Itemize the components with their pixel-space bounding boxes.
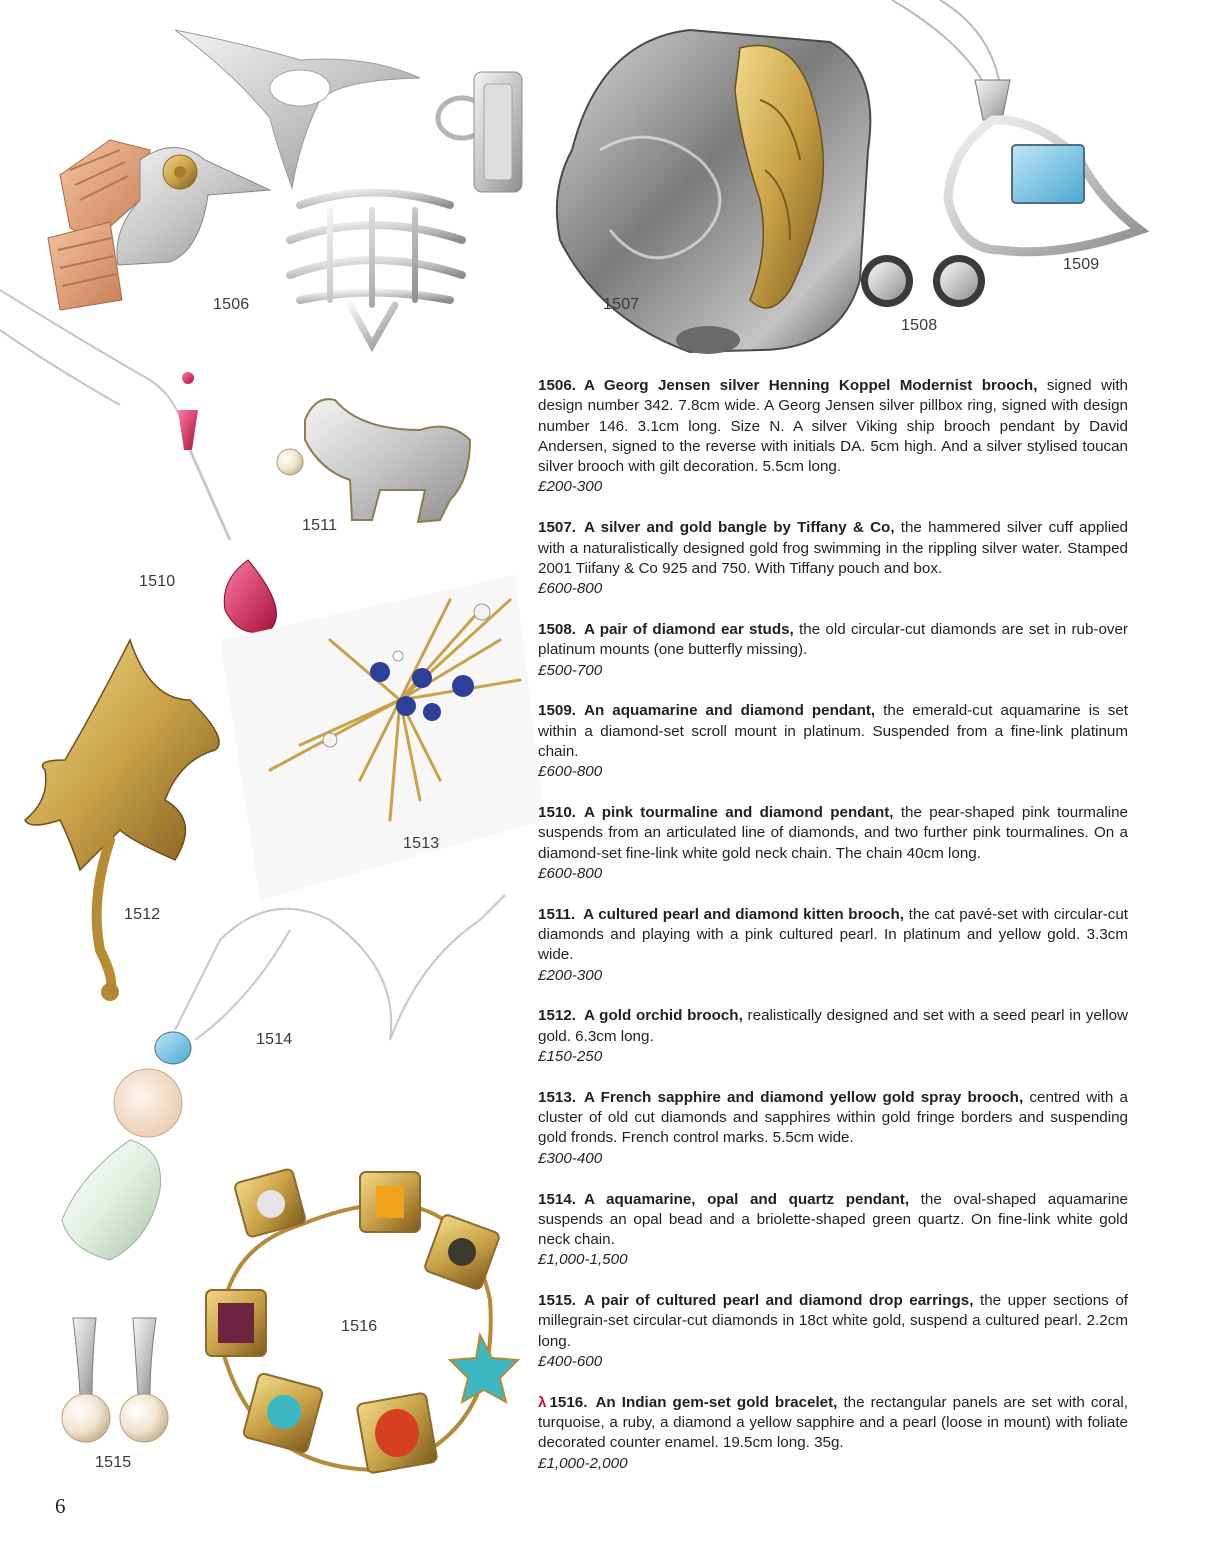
lot-1506 bbox=[538, 376, 1128, 498]
lot-estimate: £150-250 bbox=[538, 1048, 603, 1066]
lot-description: signed with design number 342. 7.8cm wide. A Georg Jensen silver pillbox ring, signed with design number 146. 3.1cm long. Size N. A silver Viking ship brooch pendant by David Andersen, signed to the reverse with initials DA. 5cm high. And a silver stylised toucan silver brooch with gilt decoration. 5.5cm long. bbox=[538, 377, 1129, 476]
viking-ship-pendant-photo bbox=[290, 160, 462, 345]
lot-description: the oval-shaped aquamarine suspends an opal bead and a briolette-shaped green quartz. On fine-link white gold neck chain. bbox=[538, 1190, 1128, 1249]
lot-title: A pink tourmaline and diamond pendant, bbox=[584, 804, 894, 822]
lot-1507 bbox=[538, 518, 1128, 599]
lot-title: A cultured pearl and diamond kitten brooch, bbox=[583, 905, 904, 923]
lot-number: 1511. bbox=[538, 905, 576, 923]
aquamarine-pendant-photo bbox=[892, 0, 1140, 252]
lot-title: A gold orchid brooch, bbox=[584, 1007, 743, 1025]
lot-1511 bbox=[538, 905, 1128, 986]
lot-description: centred with a cluster of old cut diamonds and sapphires within gold fringe borders and suspending gold fronds. French control marks. 5.5cm wide. bbox=[538, 1088, 1128, 1147]
lot-title: A aquamarine, opal and quartz pendant, bbox=[584, 1190, 910, 1208]
photo-label-1511: 1511 bbox=[302, 517, 338, 534]
lot-title: A French sapphire and diamond yellow gold spray brooch, bbox=[584, 1088, 1024, 1106]
lot-1514 bbox=[538, 1190, 1128, 1271]
lot-description: the hammered silver cuff applied with a naturalistically designed gold frog swimming in the rippling silver water. Stamped 2001 Tiifany & Co 925 and 750. With Tiffany pouch and box. bbox=[538, 519, 1128, 577]
photo-label-1513: 1513 bbox=[403, 835, 440, 852]
lot-number: 1506. bbox=[538, 377, 577, 394]
kitten-brooch-photo bbox=[277, 399, 470, 522]
lot-description: the rectangular panels are set with coral, turquoise, a ruby, a diamond a yellow sapphire and a pearl (loose in mount) with foliate decorated counter enamel. 19.5cm long. 35g. bbox=[538, 1393, 1128, 1452]
lot-estimate: £400-600 bbox=[538, 1353, 603, 1371]
lot-1516 bbox=[538, 1393, 1128, 1474]
lot-number: 1507. bbox=[538, 519, 577, 537]
lot-description: the emerald-cut aquamarine is set within a diamond-set scroll mount in platinum. Suspended from a fine-link platinum chain. bbox=[538, 702, 1128, 760]
lot-description: the pear-shaped pink tourmaline suspends from an articulated line of diamonds, and two further pink tourmalines. On a diamond-set fine-link white gold neck chain. The chain 40cm long. bbox=[538, 804, 1128, 862]
diamond-ear-studs-photo bbox=[861, 255, 985, 307]
lot-1513 bbox=[538, 1088, 1128, 1169]
lot-description: the cat pavé-set with circular-cut diamonds and playing with a pink cultured pearl. In platinum and yellow gold. 3.3cm wide. bbox=[538, 905, 1129, 964]
lot-number: 1510. bbox=[538, 804, 577, 822]
lot-descriptions bbox=[538, 376, 1128, 1495]
lot-1512 bbox=[538, 1006, 1128, 1067]
lot-estimate: £200-300 bbox=[538, 478, 603, 496]
lot-1515 bbox=[538, 1291, 1128, 1372]
lot-description: realistically designed and set with a seed pearl in yellow gold. 6.3cm long. bbox=[538, 1007, 1128, 1045]
lot-estimate: £600-800 bbox=[538, 580, 603, 598]
lot-title: A pair of diamond ear studs, bbox=[584, 620, 794, 638]
photo-label-1514: 1514 bbox=[256, 1031, 293, 1048]
lot-estimate: £600-800 bbox=[538, 763, 603, 781]
photo-label-1508: 1508 bbox=[901, 317, 938, 334]
lot-estimate: £1,000-1,500 bbox=[538, 1251, 628, 1269]
lot-title: An Indian gem-set gold bracelet, bbox=[595, 1393, 838, 1411]
lot-title: A pair of cultured pearl and diamond drop earrings, bbox=[584, 1292, 974, 1310]
lot-number: 1508. bbox=[538, 620, 577, 638]
page-number: 6 bbox=[55, 1494, 66, 1518]
lot-estimate: £200-300 bbox=[538, 966, 603, 984]
lot-description: the old circular-cut diamonds are set in rub-over platinum mounts (one butterfly missing). bbox=[538, 620, 1128, 659]
lot-title: A silver and gold bangle by Tiffany & Co, bbox=[584, 519, 895, 537]
lot-number: 1513. bbox=[538, 1088, 577, 1106]
lot-title: An aquamarine and diamond pendant, bbox=[584, 702, 876, 720]
pearl-drop-earrings-photo bbox=[62, 1318, 168, 1442]
toucan-brooch-photo bbox=[48, 140, 270, 310]
photo-label-1510: 1510 bbox=[139, 573, 176, 590]
lot-number: 1509. bbox=[538, 702, 577, 720]
photo-label-1512: 1512 bbox=[124, 906, 161, 923]
lot-number: 1515. bbox=[538, 1292, 577, 1310]
photo-label-1515: 1515 bbox=[95, 1454, 132, 1471]
lot-estimate: £300-400 bbox=[538, 1149, 603, 1167]
photo-label-1509: 1509 bbox=[1063, 256, 1100, 273]
lot-1510 bbox=[538, 803, 1128, 884]
lot-estimate: £600-800 bbox=[538, 864, 603, 882]
lambda-symbol-icon: λ bbox=[538, 1393, 547, 1411]
lot-estimate: £1,000-2,000 bbox=[538, 1454, 628, 1472]
photo-label-1506: 1506 bbox=[213, 296, 250, 313]
lot-title: A Georg Jensen silver Henning Koppel Modernist brooch, bbox=[584, 377, 1038, 394]
orchid-brooch-photo bbox=[25, 640, 219, 1001]
lot-description: the upper sections of millegrain-set circular-cut diamonds in 18ct white gold, suspend a cultured pearl. 2.2cm long. bbox=[538, 1292, 1128, 1350]
lot-estimate: £500-700 bbox=[538, 661, 603, 679]
photo-label-1507: 1507 bbox=[603, 296, 640, 313]
lot-1508 bbox=[538, 620, 1128, 681]
lot-number: 1512. bbox=[538, 1007, 577, 1025]
photo-label-1516: 1516 bbox=[341, 1318, 378, 1335]
lot-1509 bbox=[538, 701, 1128, 782]
lot-number: 1516. bbox=[549, 1393, 588, 1411]
pillbox-ring-photo bbox=[438, 72, 522, 192]
lot-number: 1514. bbox=[538, 1190, 577, 1208]
